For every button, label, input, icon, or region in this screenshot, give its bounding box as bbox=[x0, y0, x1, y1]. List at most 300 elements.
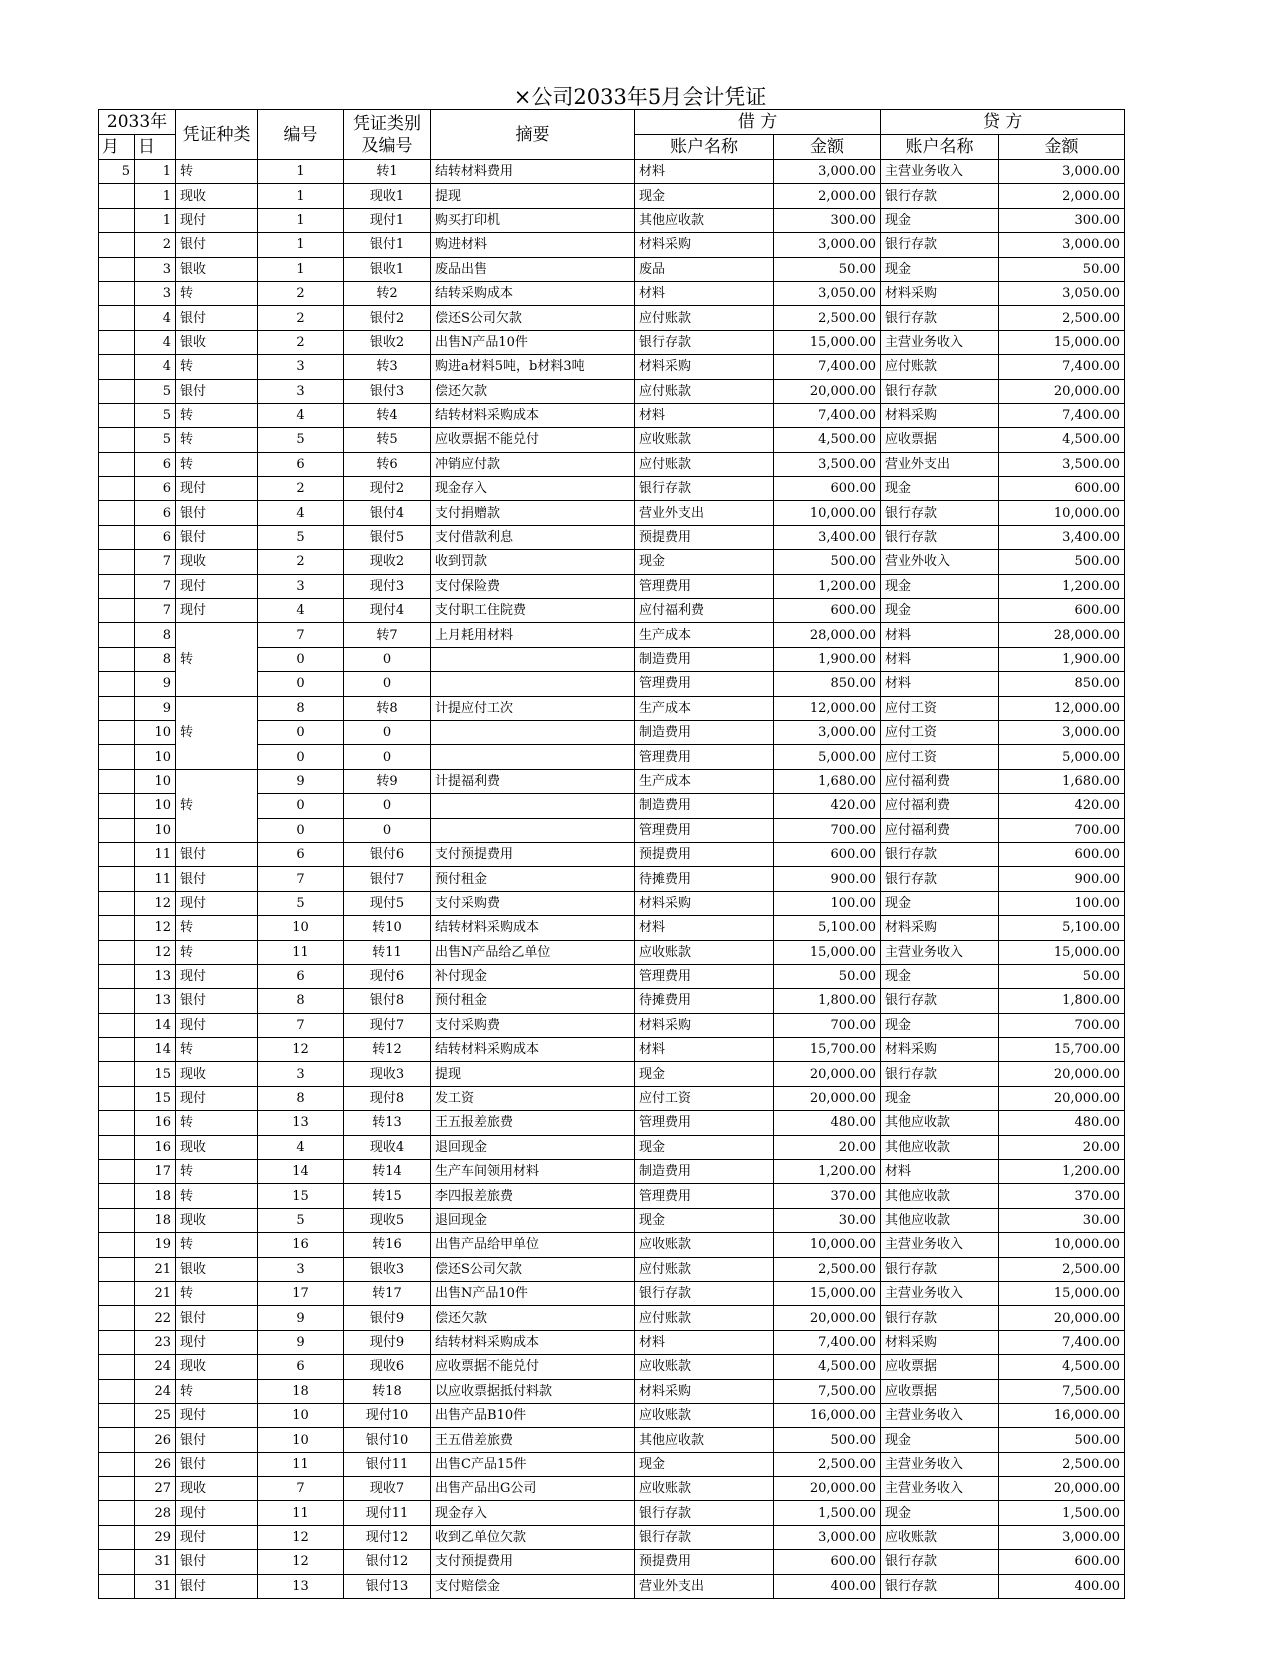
cell-credit-account: 现金 bbox=[881, 599, 999, 623]
header-debit-amount: 金额 bbox=[774, 135, 881, 160]
cell-debit-account: 制造费用 bbox=[635, 1160, 774, 1184]
cell-number: 10 bbox=[258, 1428, 344, 1452]
cell-debit-amount: 1,900.00 bbox=[774, 647, 881, 671]
cell-debit-amount: 12,000.00 bbox=[774, 696, 881, 720]
cell-summary: 结转采购成本 bbox=[431, 281, 635, 305]
cell-month bbox=[99, 1013, 135, 1037]
cell-summary: 出售N产品10件 bbox=[431, 330, 635, 354]
cell-summary bbox=[431, 647, 635, 671]
voucher-table bbox=[98, 109, 1125, 1599]
cell-number: 6 bbox=[258, 1355, 344, 1379]
cell-debit-account: 管理费用 bbox=[635, 1111, 774, 1135]
cell-credit-amount: 4,500.00 bbox=[999, 428, 1125, 452]
cell-number: 0 bbox=[258, 818, 344, 842]
cell-credit-account: 现金 bbox=[881, 964, 999, 988]
cell-voucher-type: 转 bbox=[176, 1281, 258, 1305]
cell-month bbox=[99, 1233, 135, 1257]
cell-debit-amount: 7,500.00 bbox=[774, 1379, 881, 1403]
cell-summary: 收到乙单位欠款 bbox=[431, 1525, 635, 1549]
cell-summary: 购进材料 bbox=[431, 233, 635, 257]
cell-debit-account: 银行存款 bbox=[635, 1501, 774, 1525]
cell-day: 21 bbox=[135, 1257, 176, 1281]
cell-credit-amount: 20.00 bbox=[999, 1135, 1125, 1159]
table-row bbox=[99, 1208, 1125, 1232]
cell-summary bbox=[431, 745, 635, 769]
cell-debit-account: 管理费用 bbox=[635, 1184, 774, 1208]
cell-credit-amount: 1,900.00 bbox=[999, 647, 1125, 671]
table-row bbox=[99, 550, 1125, 574]
cell-debit-account: 预提费用 bbox=[635, 525, 774, 549]
cell-credit-account: 现金 bbox=[881, 1013, 999, 1037]
cell-debit-account: 应收账款 bbox=[635, 1403, 774, 1427]
cell-day: 12 bbox=[135, 940, 176, 964]
cell-credit-account: 应付工资 bbox=[881, 720, 999, 744]
cell-category: 现付2 bbox=[344, 477, 431, 501]
cell-number: 11 bbox=[258, 940, 344, 964]
cell-credit-amount: 850.00 bbox=[999, 672, 1125, 696]
cell-month bbox=[99, 1160, 135, 1184]
cell-day: 9 bbox=[135, 696, 176, 720]
cell-month bbox=[99, 842, 135, 866]
cell-summary: 结转材料采购成本 bbox=[431, 916, 635, 940]
cell-number: 1 bbox=[258, 233, 344, 257]
cell-debit-account: 应收账款 bbox=[635, 428, 774, 452]
cell-category: 0 bbox=[344, 745, 431, 769]
cell-debit-amount: 28,000.00 bbox=[774, 623, 881, 647]
cell-category: 现收6 bbox=[344, 1355, 431, 1379]
cell-debit-account: 材料 bbox=[635, 1330, 774, 1354]
cell-debit-amount: 3,050.00 bbox=[774, 281, 881, 305]
cell-credit-amount: 600.00 bbox=[999, 842, 1125, 866]
cell-category: 现付10 bbox=[344, 1403, 431, 1427]
cell-credit-amount: 1,200.00 bbox=[999, 574, 1125, 598]
cell-credit-amount: 300.00 bbox=[999, 208, 1125, 232]
cell-month bbox=[99, 672, 135, 696]
table-row bbox=[99, 1160, 1125, 1184]
cell-credit-account: 银行存款 bbox=[881, 1062, 999, 1086]
cell-month bbox=[99, 1062, 135, 1086]
cell-number: 1 bbox=[258, 184, 344, 208]
cell-day: 13 bbox=[135, 989, 176, 1013]
cell-voucher-type: 转 bbox=[176, 916, 258, 940]
table-row bbox=[99, 1330, 1125, 1354]
cell-number: 3 bbox=[258, 1062, 344, 1086]
cell-credit-account: 主营业务收入 bbox=[881, 940, 999, 964]
cell-month: 5 bbox=[99, 160, 135, 184]
cell-category: 银付8 bbox=[344, 989, 431, 1013]
cell-month bbox=[99, 769, 135, 793]
cell-credit-account: 其他应收款 bbox=[881, 1111, 999, 1135]
cell-credit-amount: 600.00 bbox=[999, 599, 1125, 623]
cell-category: 转2 bbox=[344, 281, 431, 305]
cell-day: 6 bbox=[135, 501, 176, 525]
cell-category: 银付2 bbox=[344, 306, 431, 330]
cell-category: 现付11 bbox=[344, 1501, 431, 1525]
cell-category: 现付8 bbox=[344, 1086, 431, 1110]
cell-category: 转6 bbox=[344, 452, 431, 476]
table-row bbox=[99, 208, 1125, 232]
cell-category: 现收7 bbox=[344, 1477, 431, 1501]
cell-debit-amount: 16,000.00 bbox=[774, 1403, 881, 1427]
cell-summary: 以应收票据抵付料款 bbox=[431, 1379, 635, 1403]
cell-month bbox=[99, 1477, 135, 1501]
cell-day: 29 bbox=[135, 1525, 176, 1549]
cell-voucher-type: 转 bbox=[176, 1160, 258, 1184]
cell-day: 18 bbox=[135, 1184, 176, 1208]
cell-voucher-type: 转 bbox=[176, 1379, 258, 1403]
cell-credit-account: 材料 bbox=[881, 1160, 999, 1184]
cell-category: 现收3 bbox=[344, 1062, 431, 1086]
table-row bbox=[99, 916, 1125, 940]
cell-summary: 废品出售 bbox=[431, 257, 635, 281]
cell-credit-account: 应付福利费 bbox=[881, 818, 999, 842]
table-row bbox=[99, 1525, 1125, 1549]
cell-summary bbox=[431, 672, 635, 696]
cell-debit-amount: 5,100.00 bbox=[774, 916, 881, 940]
cell-month bbox=[99, 964, 135, 988]
cell-day: 4 bbox=[135, 330, 176, 354]
cell-category: 转14 bbox=[344, 1160, 431, 1184]
cell-voucher-type: 转 bbox=[176, 452, 258, 476]
table-row bbox=[99, 623, 1125, 647]
cell-category: 转4 bbox=[344, 403, 431, 427]
cell-category: 0 bbox=[344, 672, 431, 696]
cell-category: 银收2 bbox=[344, 330, 431, 354]
cell-category: 银付1 bbox=[344, 233, 431, 257]
cell-credit-account: 应收票据 bbox=[881, 1379, 999, 1403]
cell-month bbox=[99, 477, 135, 501]
cell-debit-account: 材料采购 bbox=[635, 355, 774, 379]
cell-summary: 现金存入 bbox=[431, 477, 635, 501]
cell-debit-amount: 3,000.00 bbox=[774, 720, 881, 744]
cell-month bbox=[99, 1208, 135, 1232]
table-row bbox=[99, 599, 1125, 623]
table-row bbox=[99, 1477, 1125, 1501]
cell-month bbox=[99, 428, 135, 452]
cell-debit-account: 材料 bbox=[635, 403, 774, 427]
cell-summary: 支付保险费 bbox=[431, 574, 635, 598]
cell-credit-amount: 3,000.00 bbox=[999, 160, 1125, 184]
table-row bbox=[99, 769, 1125, 793]
cell-summary: 结转材料采购成本 bbox=[431, 1330, 635, 1354]
cell-day: 1 bbox=[135, 184, 176, 208]
cell-debit-account: 其他应收款 bbox=[635, 208, 774, 232]
cell-summary: 支付捐赠款 bbox=[431, 501, 635, 525]
table-row bbox=[99, 964, 1125, 988]
cell-category: 0 bbox=[344, 794, 431, 818]
cell-number: 7 bbox=[258, 867, 344, 891]
cell-number: 9 bbox=[258, 1306, 344, 1330]
table-row bbox=[99, 281, 1125, 305]
table-row bbox=[99, 1111, 1125, 1135]
cell-debit-account: 银行存款 bbox=[635, 330, 774, 354]
cell-number: 8 bbox=[258, 696, 344, 720]
cell-number: 12 bbox=[258, 1550, 344, 1574]
cell-voucher-type: 银付 bbox=[176, 306, 258, 330]
header-credit: 贷 方 bbox=[881, 110, 1125, 135]
cell-day: 15 bbox=[135, 1062, 176, 1086]
cell-category: 现付1 bbox=[344, 208, 431, 232]
cell-credit-account: 材料 bbox=[881, 672, 999, 696]
cell-debit-account: 制造费用 bbox=[635, 720, 774, 744]
cell-debit-amount: 5,000.00 bbox=[774, 745, 881, 769]
cell-category: 转8 bbox=[344, 696, 431, 720]
table-row bbox=[99, 891, 1125, 915]
cell-month bbox=[99, 818, 135, 842]
cell-category: 转11 bbox=[344, 940, 431, 964]
cell-debit-account: 应付工资 bbox=[635, 1086, 774, 1110]
table-row bbox=[99, 574, 1125, 598]
cell-voucher-type: 现付 bbox=[176, 208, 258, 232]
cell-month bbox=[99, 940, 135, 964]
table-row bbox=[99, 1013, 1125, 1037]
cell-debit-account: 银行存款 bbox=[635, 1281, 774, 1305]
cell-month bbox=[99, 355, 135, 379]
cell-day: 14 bbox=[135, 1013, 176, 1037]
cell-category: 现收4 bbox=[344, 1135, 431, 1159]
cell-credit-amount: 5,100.00 bbox=[999, 916, 1125, 940]
cell-category: 转15 bbox=[344, 1184, 431, 1208]
cell-credit-account: 其他应收款 bbox=[881, 1184, 999, 1208]
cell-category: 现付9 bbox=[344, 1330, 431, 1354]
cell-voucher-type: 现收 bbox=[176, 1135, 258, 1159]
cell-debit-account: 应收账款 bbox=[635, 1233, 774, 1257]
cell-day: 6 bbox=[135, 525, 176, 549]
cell-debit-account: 应收账款 bbox=[635, 940, 774, 964]
cell-debit-amount: 600.00 bbox=[774, 477, 881, 501]
cell-month bbox=[99, 1184, 135, 1208]
cell-debit-amount: 50.00 bbox=[774, 257, 881, 281]
cell-number: 5 bbox=[258, 1208, 344, 1232]
table-row bbox=[99, 184, 1125, 208]
cell-debit-account: 生产成本 bbox=[635, 623, 774, 647]
cell-category: 现付3 bbox=[344, 574, 431, 598]
table-row bbox=[99, 1452, 1125, 1476]
cell-credit-account: 现金 bbox=[881, 1501, 999, 1525]
cell-credit-account: 其他应收款 bbox=[881, 1135, 999, 1159]
cell-day: 5 bbox=[135, 403, 176, 427]
cell-debit-amount: 1,800.00 bbox=[774, 989, 881, 1013]
cell-credit-account: 应付福利费 bbox=[881, 794, 999, 818]
cell-summary: 支付预提费用 bbox=[431, 1550, 635, 1574]
cell-credit-amount: 1,200.00 bbox=[999, 1160, 1125, 1184]
cell-summary: 应收票据不能兑付 bbox=[431, 428, 635, 452]
header-category bbox=[344, 110, 431, 160]
cell-debit-account: 应付福利费 bbox=[635, 599, 774, 623]
table-row bbox=[99, 477, 1125, 501]
cell-voucher-type: 现收 bbox=[176, 1477, 258, 1501]
table-row bbox=[99, 306, 1125, 330]
cell-credit-amount: 480.00 bbox=[999, 1111, 1125, 1135]
cell-day: 15 bbox=[135, 1086, 176, 1110]
table-row bbox=[99, 1306, 1125, 1330]
cell-day: 8 bbox=[135, 647, 176, 671]
header-debit-account: 账户名称 bbox=[635, 135, 774, 160]
cell-day: 5 bbox=[135, 428, 176, 452]
cell-debit-amount: 400.00 bbox=[774, 1574, 881, 1598]
cell-summary: 应收票据不能兑付 bbox=[431, 1355, 635, 1379]
cell-month bbox=[99, 696, 135, 720]
cell-voucher-type: 转 bbox=[176, 281, 258, 305]
cell-credit-account: 其他应收款 bbox=[881, 1208, 999, 1232]
table-row bbox=[99, 452, 1125, 476]
cell-credit-account: 主营业务收入 bbox=[881, 1233, 999, 1257]
cell-credit-account: 现金 bbox=[881, 477, 999, 501]
cell-debit-account: 应付账款 bbox=[635, 1257, 774, 1281]
cell-day: 22 bbox=[135, 1306, 176, 1330]
cell-credit-amount: 600.00 bbox=[999, 1550, 1125, 1574]
cell-category: 转10 bbox=[344, 916, 431, 940]
cell-debit-amount: 7,400.00 bbox=[774, 1330, 881, 1354]
cell-voucher-type: 现付 bbox=[176, 1403, 258, 1427]
cell-credit-amount: 500.00 bbox=[999, 550, 1125, 574]
cell-debit-account: 应收账款 bbox=[635, 1355, 774, 1379]
cell-debit-account: 管理费用 bbox=[635, 672, 774, 696]
cell-credit-amount: 3,000.00 bbox=[999, 233, 1125, 257]
cell-credit-amount: 50.00 bbox=[999, 964, 1125, 988]
cell-summary: 结转材料费用 bbox=[431, 160, 635, 184]
cell-voucher-type: 现付 bbox=[176, 1086, 258, 1110]
cell-month bbox=[99, 1306, 135, 1330]
cell-debit-account: 现金 bbox=[635, 1135, 774, 1159]
cell-credit-amount: 20,000.00 bbox=[999, 1477, 1125, 1501]
cell-summary bbox=[431, 794, 635, 818]
cell-number: 2 bbox=[258, 550, 344, 574]
cell-number: 1 bbox=[258, 160, 344, 184]
cell-credit-account: 银行存款 bbox=[881, 233, 999, 257]
cell-category: 现收5 bbox=[344, 1208, 431, 1232]
cell-voucher-type: 现付 bbox=[176, 1013, 258, 1037]
cell-credit-account: 现金 bbox=[881, 891, 999, 915]
cell-credit-amount: 900.00 bbox=[999, 867, 1125, 891]
cell-month bbox=[99, 452, 135, 476]
cell-day: 10 bbox=[135, 769, 176, 793]
cell-summary: 出售产品给甲单位 bbox=[431, 1233, 635, 1257]
cell-category: 银付7 bbox=[344, 867, 431, 891]
cell-voucher-type: 现付 bbox=[176, 1525, 258, 1549]
cell-category: 转5 bbox=[344, 428, 431, 452]
cell-voucher-type: 转 bbox=[176, 940, 258, 964]
cell-voucher-type: 转 bbox=[176, 428, 258, 452]
cell-credit-amount: 50.00 bbox=[999, 257, 1125, 281]
cell-number: 12 bbox=[258, 1038, 344, 1062]
cell-debit-account: 材料 bbox=[635, 281, 774, 305]
cell-debit-amount: 2,500.00 bbox=[774, 1452, 881, 1476]
cell-voucher-type: 银付 bbox=[176, 867, 258, 891]
header-debit: 借 方 bbox=[635, 110, 881, 135]
table-row bbox=[99, 403, 1125, 427]
cell-credit-account: 材料采购 bbox=[881, 281, 999, 305]
cell-summary: 计提应付工次 bbox=[431, 696, 635, 720]
cell-credit-account: 营业外收入 bbox=[881, 550, 999, 574]
cell-voucher-type: 转 bbox=[176, 403, 258, 427]
cell-credit-account: 主营业务收入 bbox=[881, 330, 999, 354]
cell-day: 16 bbox=[135, 1135, 176, 1159]
cell-credit-account: 主营业务收入 bbox=[881, 1281, 999, 1305]
table-row bbox=[99, 257, 1125, 281]
cell-category: 转17 bbox=[344, 1281, 431, 1305]
cell-number: 14 bbox=[258, 1160, 344, 1184]
cell-summary: 计提福利费 bbox=[431, 769, 635, 793]
cell-voucher-type: 现付 bbox=[176, 891, 258, 915]
cell-voucher-type: 银收 bbox=[176, 1257, 258, 1281]
cell-credit-amount: 2,500.00 bbox=[999, 306, 1125, 330]
cell-category: 银收3 bbox=[344, 1257, 431, 1281]
cell-month bbox=[99, 989, 135, 1013]
cell-credit-amount: 3,000.00 bbox=[999, 1525, 1125, 1549]
cell-debit-amount: 20,000.00 bbox=[774, 379, 881, 403]
cell-debit-account: 现金 bbox=[635, 1062, 774, 1086]
cell-debit-account: 应付账款 bbox=[635, 379, 774, 403]
cell-credit-amount: 16,000.00 bbox=[999, 1403, 1125, 1427]
cell-month bbox=[99, 501, 135, 525]
cell-day: 25 bbox=[135, 1403, 176, 1427]
cell-summary: 出售产品B10件 bbox=[431, 1403, 635, 1427]
cell-debit-amount: 7,400.00 bbox=[774, 403, 881, 427]
cell-credit-account: 材料采购 bbox=[881, 1330, 999, 1354]
cell-debit-account: 生产成本 bbox=[635, 696, 774, 720]
table-row bbox=[99, 379, 1125, 403]
cell-number: 0 bbox=[258, 672, 344, 696]
cell-day: 7 bbox=[135, 550, 176, 574]
cell-credit-account: 现金 bbox=[881, 257, 999, 281]
cell-category: 转12 bbox=[344, 1038, 431, 1062]
cell-debit-account: 应付账款 bbox=[635, 452, 774, 476]
cell-month bbox=[99, 1281, 135, 1305]
cell-day: 2 bbox=[135, 233, 176, 257]
table-row bbox=[99, 1086, 1125, 1110]
cell-credit-amount: 20,000.00 bbox=[999, 1086, 1125, 1110]
cell-debit-account: 应付账款 bbox=[635, 306, 774, 330]
cell-credit-amount: 2,500.00 bbox=[999, 1452, 1125, 1476]
cell-day: 7 bbox=[135, 599, 176, 623]
cell-number: 2 bbox=[258, 281, 344, 305]
cell-summary: 退回现金 bbox=[431, 1208, 635, 1232]
cell-month bbox=[99, 623, 135, 647]
cell-voucher-type: 现付 bbox=[176, 964, 258, 988]
cell-credit-amount: 20,000.00 bbox=[999, 1306, 1125, 1330]
cell-summary: 出售C产品15件 bbox=[431, 1452, 635, 1476]
cell-credit-account: 银行存款 bbox=[881, 184, 999, 208]
cell-debit-amount: 4,500.00 bbox=[774, 1355, 881, 1379]
cell-debit-amount: 850.00 bbox=[774, 672, 881, 696]
cell-category: 银付11 bbox=[344, 1452, 431, 1476]
cell-day: 11 bbox=[135, 842, 176, 866]
cell-day: 24 bbox=[135, 1355, 176, 1379]
cell-summary: 支付预提费用 bbox=[431, 842, 635, 866]
cell-month bbox=[99, 1550, 135, 1574]
cell-day: 16 bbox=[135, 1111, 176, 1135]
cell-month bbox=[99, 720, 135, 744]
header-summary: 摘要 bbox=[431, 110, 635, 160]
table-row bbox=[99, 1403, 1125, 1427]
cell-category: 转18 bbox=[344, 1379, 431, 1403]
cell-number: 2 bbox=[258, 330, 344, 354]
cell-debit-account: 材料采购 bbox=[635, 1379, 774, 1403]
cell-number: 3 bbox=[258, 379, 344, 403]
cell-number: 17 bbox=[258, 1281, 344, 1305]
cell-credit-account: 应付工资 bbox=[881, 745, 999, 769]
cell-category: 现付5 bbox=[344, 891, 431, 915]
cell-debit-amount: 500.00 bbox=[774, 1428, 881, 1452]
cell-credit-account: 银行存款 bbox=[881, 989, 999, 1013]
cell-credit-account: 银行存款 bbox=[881, 867, 999, 891]
cell-number: 4 bbox=[258, 1135, 344, 1159]
cell-day: 9 bbox=[135, 672, 176, 696]
cell-debit-account: 材料 bbox=[635, 1038, 774, 1062]
cell-category: 0 bbox=[344, 720, 431, 744]
cell-category: 转9 bbox=[344, 769, 431, 793]
